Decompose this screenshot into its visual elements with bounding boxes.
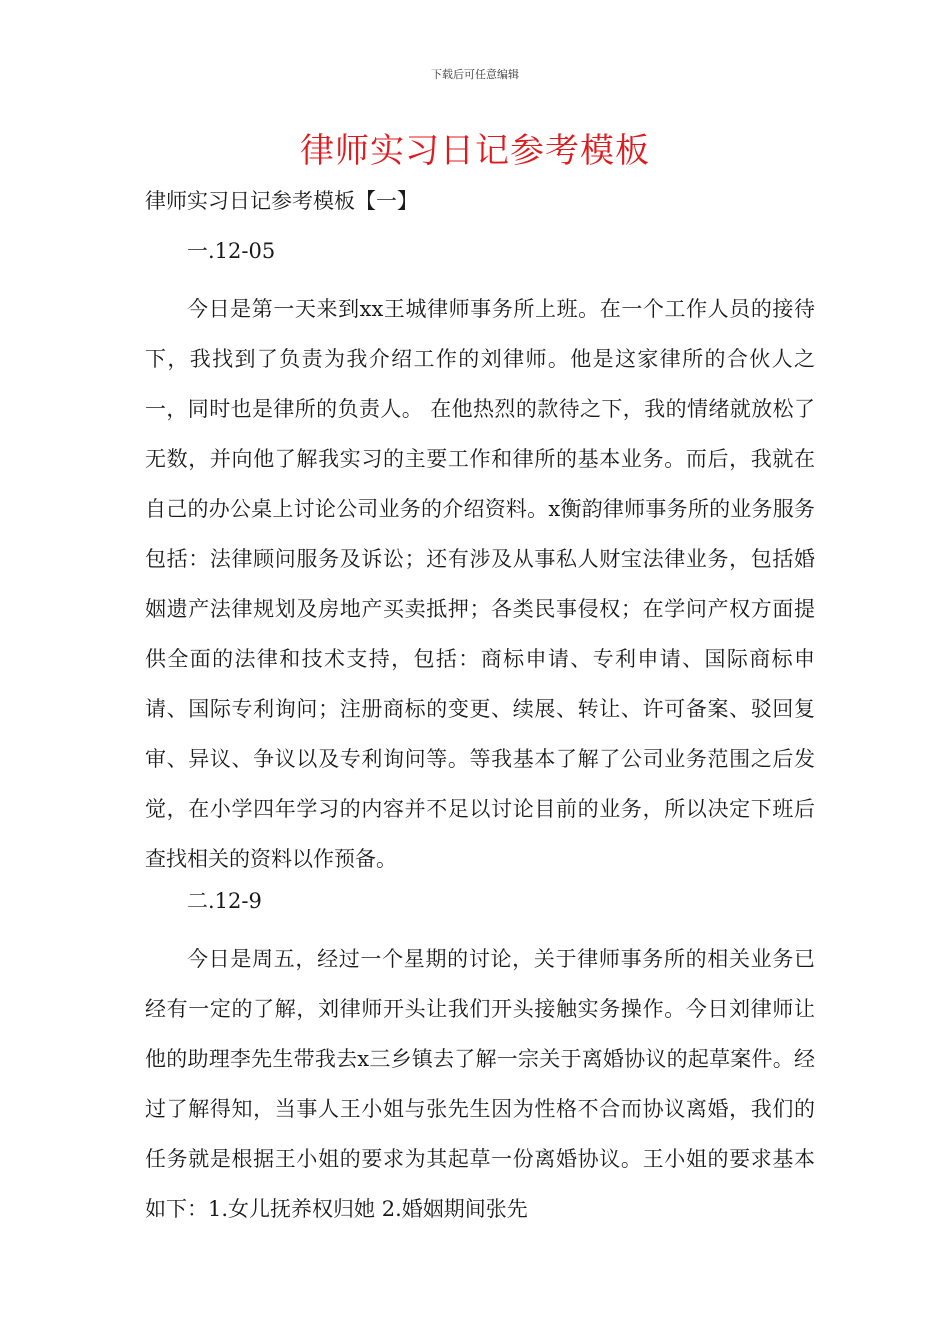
entry-heading-2: 二.12-9 — [187, 889, 262, 913]
document-body — [145, 234, 815, 1234]
header-note: 下载后可任意编辑 — [431, 68, 519, 81]
document-title: 律师实习日记参考模板 — [300, 131, 650, 171]
document-subtitle: 律师实习日记参考模板【一】 — [145, 189, 418, 213]
entry-paragraph-1: 今日是第一天来到xx王城律师事务所上班。在一个工作人员的接待下，我找到了负责为我介绍工作的刘律师。他是这家律所的合伙人之一，同时也是律所的负责人。 在他热烈的款待之下，我的情绪就放松了无数，并向他了解我实习的主要工作和律所的基本业务。而后，我就在自己的办公桌上讨论公司业务的介绍资料。x衡韵律师事务所的业务服务包括：法律顾问服务及诉讼；还有涉及从事私人财宝法律业务，包括婚姻遗产法律规划及房地产买卖抵押；各类民事侵权；在学问产权方面提供全面的法律和技术支持，包括：商标申请、专利申请、国际商标申请、国际专利询问；注册商标的变更、续展、转让、许可备案、驳回复审、异议、争议以及专利询问等。等我基本了解了公司业务范围之后发觉，在小学四年学习的内容并不足以讨论目前的业务，所以决定下班后查找相关的资料以作预备。 — [145, 297, 815, 871]
entry-paragraph-2: 今日是周五，经过一个星期的讨论，关于律师事务所的相关业务已经有一定的了解，刘律师开头让我们开头接触实务操作。今日刘律师让他的助理李先生带我去x三乡镇去了解一宗关于离婚协议的起草案件。经过了解得知，当事人王小姐与张先生因为性格不合而协议离婚，我们的任务就是根据王小姐的要求为其起草一份离婚协议。王小姐的要求基本如下：1.女儿抚养权归她 2.婚姻期间张先 — [145, 947, 815, 1221]
entry-heading-1: 一.12-05 — [187, 239, 276, 263]
